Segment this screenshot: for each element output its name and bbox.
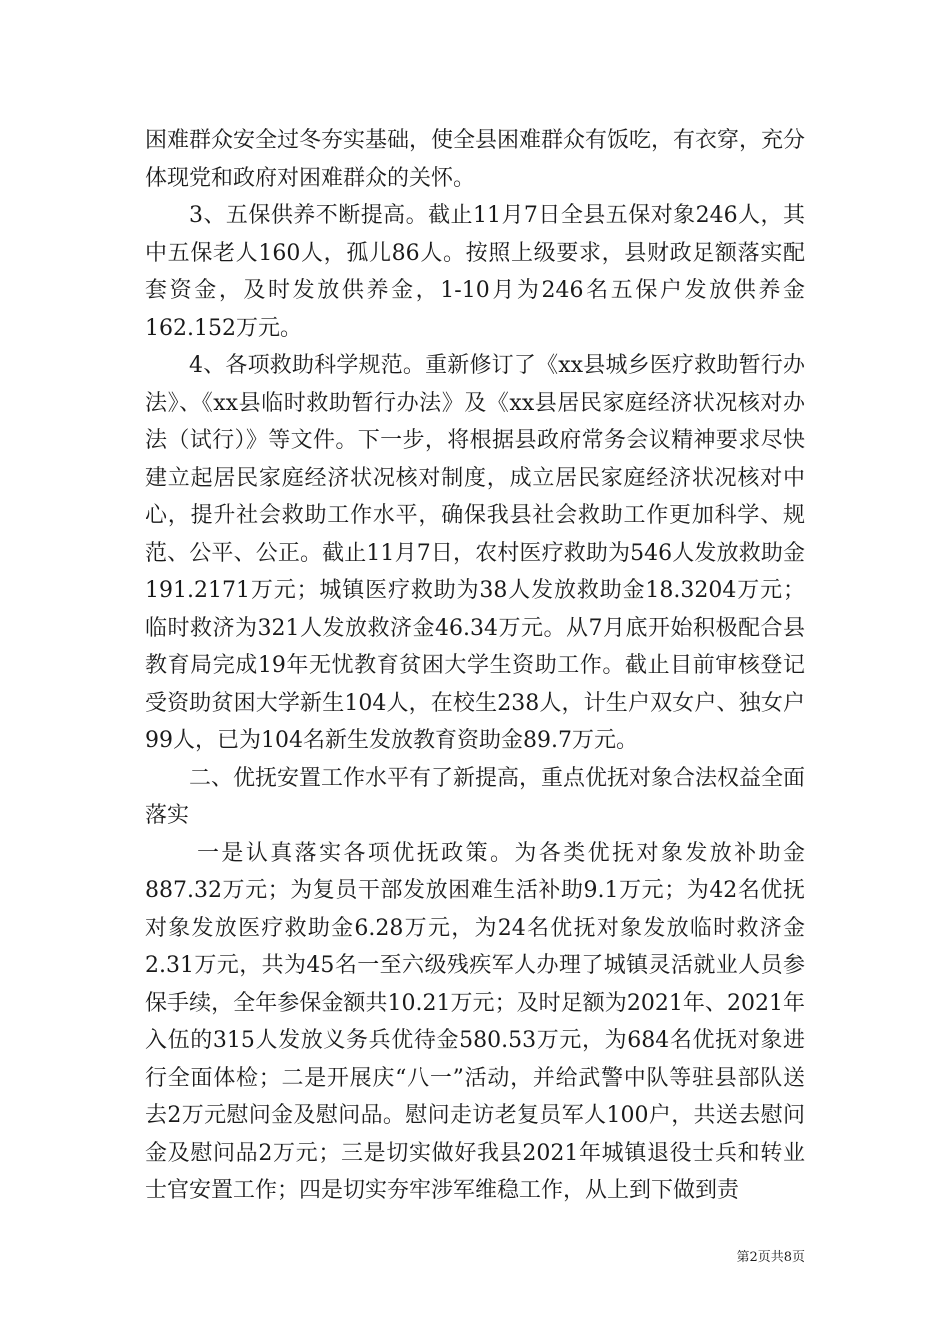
section-heading-youfu: 二、优抚安置工作水平有了新提高，重点优抚对象合法权益全面落实 bbox=[145, 765, 806, 828]
paragraph-relief: 4、各项救助科学规范。重新修订了《xx县城乡医疗救助暂行办法》、《xx县临时救助暂行办法》及《xx县居民家庭经济状况核对办法（试行）》等文件。下一步，将根据县政府常务会议精神要求尽快建立起居民家庭经济状况核对制度，成立居民家庭经济状况核对中心，提升社会救助工作水平，确保我县社会救助工作更加科学、规范、公平、公正。截止11月7日，农村医疗救助为546人发放救助金191.2171万元；城镇医疗救助为38人发放救助金18.3204万元；临时救济为321人发放救济金46.34万元。从7月底开始积极配合县教育局完成19年无忧教育贫困大学生资助工作。截止目前审核登记受资助贫困大学新生104人，在校生238人，计生户双女户、独女户99人，已为104名新生发放教育资助金89.7万元。 bbox=[145, 353, 805, 753]
paragraph-youfu-policy: 一是认真落实各项优抚政策。为各类优抚对象发放补助金887.32万元；为复员干部发放困难生活补助9.1万元；为42名优抚对象发放医疗救助金6.28万元，为24名优抚对象发放临时救济金2.31万元，共为45名一至六级残疾军人办理了城镇灵活就业人员参保手续，全年参保金额共10.21万元；及时足额为2021年、2021年入伍的315人发放义务兵优待金580.53万元，为684名优抚对象进行全面体检；二是开展庆“八一”活动，并给武警中队等驻县部队送去2万元慰问金及慰问品。慰问走访老复员军人100户，共送去慰问金及慰问品2万元；三是切实做好我县2021年城镇退役士兵和转业士官安置工作；四是切实夯牢涉军维稳工作，从上到下做到责 bbox=[145, 840, 805, 1203]
paragraph-wubao: 3、五保供养不断提高。截止11月7日全县五保对象246人，其中五保老人160人，孤儿86人。按照上级要求，县财政足额落实配套资金，及时发放供养金，1-10月为246名五保户发放供养金162.152万元。 bbox=[145, 203, 805, 341]
page-number: 第2页共8页 bbox=[736, 1250, 805, 1265]
document-body bbox=[145, 122, 805, 1210]
paragraph-continuation: 困难群众安全过冬夯实基础，使全县困难群众有饭吃，有衣穿，充分体现党和政府对困难群众的关怀。 bbox=[145, 128, 806, 191]
